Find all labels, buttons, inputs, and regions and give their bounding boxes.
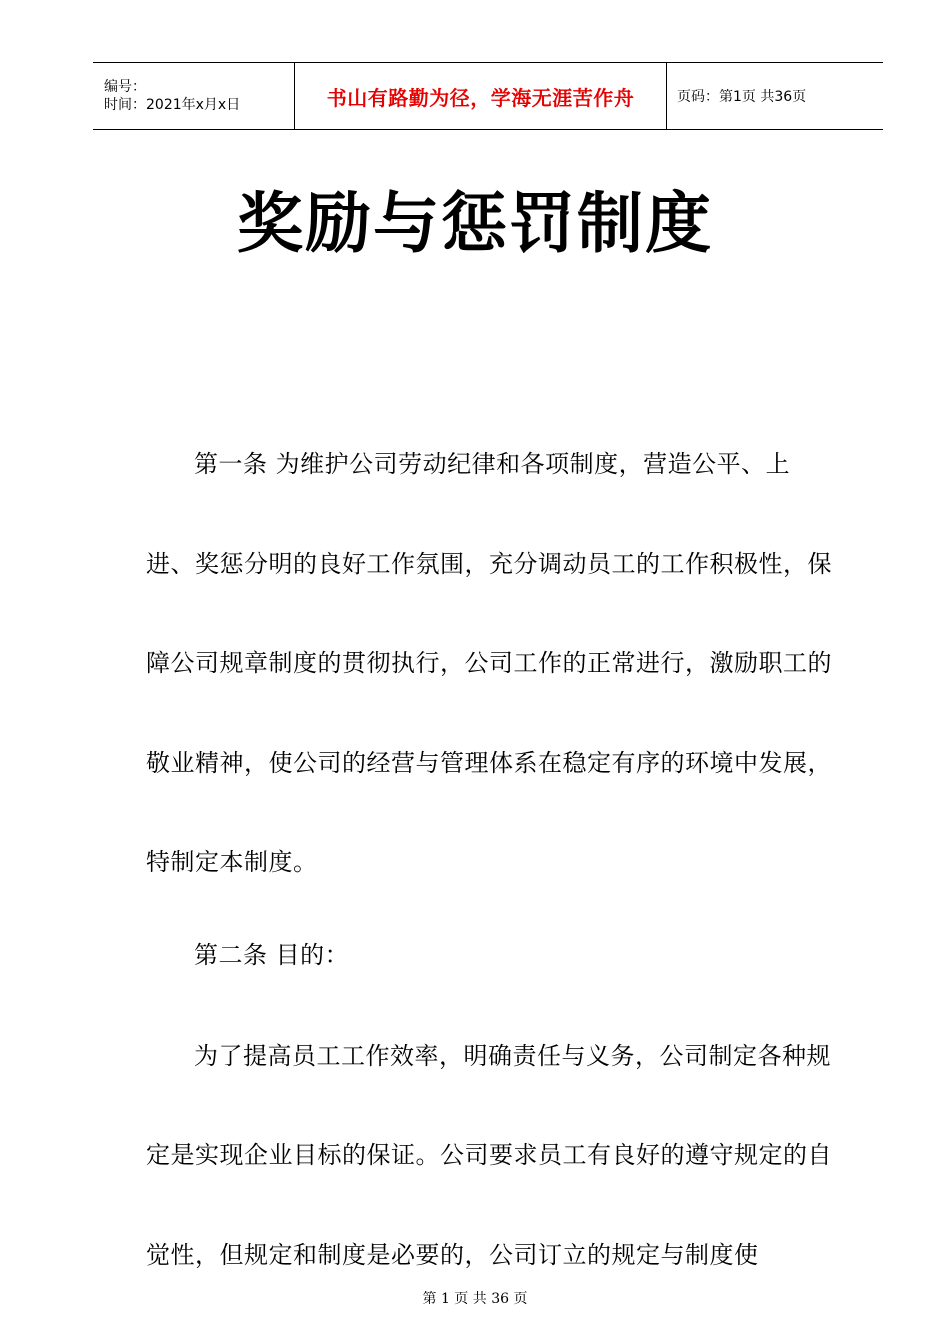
header-motto: 书山有路勤为径，学海无涯苦作舟 [326,85,635,110]
header-page-cell [667,63,883,129]
paragraph-article-1: 第一条 为维护公司劳动纪律和各项制度，营造公平、上进、奖惩分明的良好工作氛围，充分调动员工的工作积极性，保障公司规章制度的贯彻执行，公司工作的正常进行，激励职工的敬业精神，使公司的经营与管理体系在稳定有序的环境中发展，特制定本制度。 [146,450,832,876]
header-motto-cell [295,63,667,129]
header-info-cell [93,63,295,129]
paragraph-article-2-heading: 第二条 目的： [194,940,350,969]
paragraph-purpose: 为了提高员工工作效率，明确责任与义务，公司制定各种规定是实现企业目标的保证。公司要求员工有良好的遵守规定的自觉性，但规定和制度是必要的，公司订立的规定与制度使 [146,1041,832,1269]
document-number-label: 编号： [104,79,146,95]
document-body [146,415,836,1305]
header-table [93,62,883,130]
document-title: 奖励与惩罚制度 [237,185,713,262]
header-page-label: 页码：第1页 共36页 [677,89,807,105]
document-time-label: 时间：2021年x月x日 [104,97,241,113]
page-footer: 第 1 页 共 36 页 [422,1291,528,1307]
